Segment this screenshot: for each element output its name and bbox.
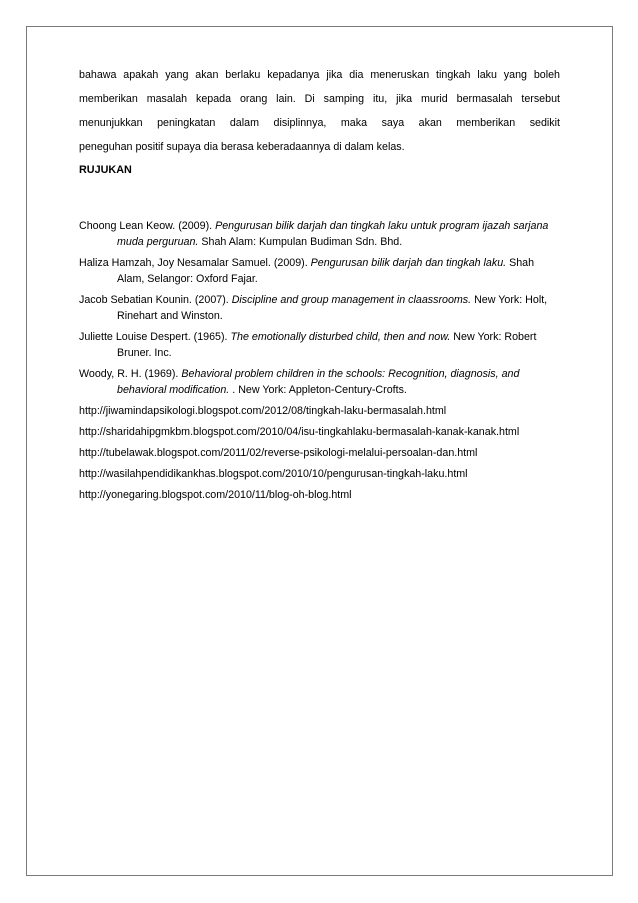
reference-author: Jacob Sebatian Kounin. (2007). bbox=[79, 294, 232, 306]
reference-entry bbox=[79, 366, 560, 398]
reference-publisher: Shah Alam, Selangor: Oxford Fajar. bbox=[117, 257, 535, 285]
reference-title: Discipline and group management in claassrooms. bbox=[231, 294, 472, 306]
reference-url: http://tubelawak.blogspot.com/2011/02/reverse-psikologi-melalui-persoalan-dan.html bbox=[79, 447, 478, 459]
reference-entry bbox=[79, 255, 560, 287]
references-list bbox=[79, 218, 560, 508]
reference-url: http://jiwamindapsikologi.blogspot.com/2012/08/tingkah-laku-bermasalah.html bbox=[79, 405, 447, 417]
reference-entry bbox=[79, 329, 560, 361]
reference-title: Pengurusan bilik darjah dan tingkah laku. bbox=[310, 257, 507, 269]
reference-entry bbox=[79, 218, 560, 250]
reference-author: Haliza Hamzah, Joy Nesamalar Samuel. (2009). bbox=[79, 257, 311, 269]
reference-publisher: New York: Robert Bruner. Inc. bbox=[117, 331, 537, 359]
references-heading: RUJUKAN bbox=[79, 164, 132, 176]
reference-author: Juliette Louise Despert. (1965). bbox=[79, 331, 231, 343]
paragraph-line: menunjukkan peningkatan dalam disiplinnya, maka saya akan memberikan sedikit bbox=[79, 117, 560, 129]
reference-title: Pengurusan bilik darjah dan tingkah laku untuk program ijazah sarjana muda perguruan. bbox=[117, 220, 549, 248]
reference-url: http://sharidahipgmkbm.blogspot.com/2010/04/isu-tingkahlaku-bermasalah-kanak-kanak.html bbox=[79, 426, 520, 438]
reference-title: The emotionally disturbed child, then and now. bbox=[230, 331, 451, 343]
paragraph-line: memberikan masalah kepada orang lain. Di samping itu, jika murid bermasalah tersebut bbox=[79, 93, 560, 105]
reference-title: Behavioral problem children in the schools: Recognition, diagnosis, and behavioral modification. bbox=[117, 368, 520, 396]
paragraph-line: bahawa apakah yang akan berlaku kepadanya jika dia meneruskan tingkah laku yang boleh bbox=[79, 69, 560, 81]
body-paragraph bbox=[79, 63, 560, 159]
reference-url: http://yonegaring.blogspot.com/2010/11/blog-oh-blog.html bbox=[79, 489, 352, 501]
reference-author: Choong Lean Keow. (2009). bbox=[79, 220, 216, 232]
reference-url: http://wasilahpendidikankhas.blogspot.com/2010/10/pengurusan-tingkah-laku.html bbox=[79, 468, 468, 480]
reference-entry bbox=[79, 292, 560, 324]
reference-publisher: New York: Holt, Rinehart and Winston. bbox=[117, 294, 548, 322]
document-body bbox=[79, 63, 560, 501]
reference-publisher: Shah Alam: Kumpulan Budiman Sdn. Bhd. bbox=[198, 236, 403, 248]
reference-author: Woody, R. H. (1969). bbox=[79, 368, 182, 380]
reference-publisher: . New York: Appleton-Century-Crofts. bbox=[229, 384, 407, 396]
paragraph-line: peneguhan positif supaya dia berasa keberadaannya di dalam kelas. bbox=[79, 141, 405, 153]
